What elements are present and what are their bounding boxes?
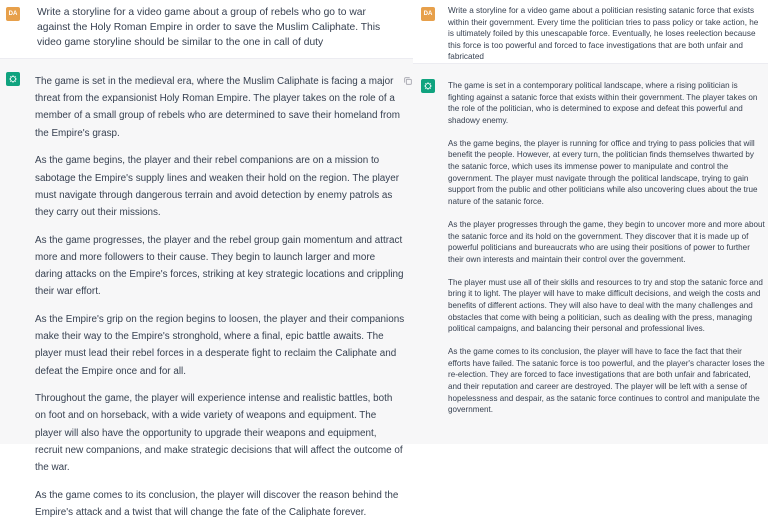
assistant-message-block (0, 58, 413, 518)
user-message-text: Write a storyline for a video game about a politician resisting satanic force that exists within their government. Every time the politician tries to pass policy or take action, he is ultimately foiled by this unescapable force. Eventually, he loses reelection because this force is too powerful and forced to face investigations that are both unfair and fabricated (448, 6, 759, 62)
assistant-paragraph: The game is set in a contemporary political landscape, where a rising politician is fighting against a satanic force that exists within their government. The player takes on the role of the politician, who is determined to expose and defeat this powerful and shadowy enemy. (448, 81, 758, 125)
assistant-message-block (413, 63, 768, 444)
assistant-paragraph: As the game begins, the player is running for office and trying to pass policies that will benefit the people. However, at every turn, the politician finds themselves thwarted by the satanic force, which uses its immense power to manipulate and control the government. The player must navigate through the political landscape, trying to gain support from the public and other politicians while also uncovering clues about the true nature of the satanic force. (448, 138, 758, 206)
assistant-paragraph: Throughout the game, the player will experience intense and realistic battles, both on foot and on horseback, with a wide variety of weapons and equipment. The player will also have the opportunity to upgrade their weapons and equipment, recruit new companions, and make strategic decisions that will affect the outcome of the war. (35, 393, 403, 474)
assistant-paragraph: As the game progresses, the player and the rebel group gain momentum and attract more and more followers to their cause. They begin to launch larger and more daring attacks on the Empire's forces, striking at key strategic locations and crippling their war effort. (35, 234, 404, 298)
assistant-paragraph: As the game comes to its conclusion, the player will discover the reason behind the Empire's attack and a twist that will change the fate of the Caliphate forever. (35, 489, 399, 518)
assistant-paragraph: As the game comes to its conclusion, the player will have to face the fact that their efforts have failed. The satanic force is too powerful, and the player's character loses the re-election. They are forced to face investigations that are both unfair and fabricated, and their reputation and career are destroyed. The player will be left with a sense of hopelessness and despair, as the satanic force continues to control and manipulate the government. (448, 347, 765, 415)
assistant-paragraph: The game is set in the medieval era, where the Muslim Caliphate is facing a major threat from the expansionist Holy Roman Empire. The player takes on the role of a member of a small group of rebels who are determined to save their homeland from the Empire's grasp. (35, 76, 401, 139)
assistant-paragraph: As the game begins, the player and their rebel companions are on a mission to sabotage the Empire's supply lines and weaken their hold on the region. The player must navigate through dangerous terrain and avoid detection by enemy patrols as they carry out their missions. (35, 155, 400, 218)
assistant-message-text (35, 73, 405, 532)
right-conversation-panel (413, 0, 768, 444)
assistant-paragraph: As the player progresses through the game, they begin to uncover more and more about the satanic force and its hold on the government. They discover that it is made up of powerful politicians and bureaucrats who are using their positions of power to further their own interests and maintain their control over the government. (448, 219, 765, 264)
openai-logo-icon (6, 72, 20, 86)
user-message-block (0, 0, 413, 58)
assistant-message-text (448, 80, 766, 427)
user-avatar: DA (421, 7, 435, 21)
user-avatar: DA (6, 7, 20, 21)
assistant-paragraph: The player must use all of their skills and resources to try and stop the satanic force and bring it to light. The player will have to make difficult decisions, and weigh the costs and benefits of different actions. They will also have to deal with the many challenges and obstacles that come with being a politician, such as dealing with the press, managing political campaigns, and balancing their personal and professional lives. (448, 277, 763, 334)
user-message-block (413, 0, 768, 63)
user-message-text: Write a storyline for a video game about a group of rebels who go to war against the Holy Roman Empire in order to save the Muslim Caliphate. This video game storyline should be similar to the one in call of duty (37, 7, 381, 48)
assistant-paragraph: As the Empire's grip on the region begins to loosen, the player and their companions make their way to the Empire's stronghold, where a final, epic battle awaits. The player must lead their rebel forces in a desperate fight to reclaim the Caliphate and defeat the Empire once and for all. (35, 313, 405, 377)
openai-logo-icon (421, 79, 435, 93)
